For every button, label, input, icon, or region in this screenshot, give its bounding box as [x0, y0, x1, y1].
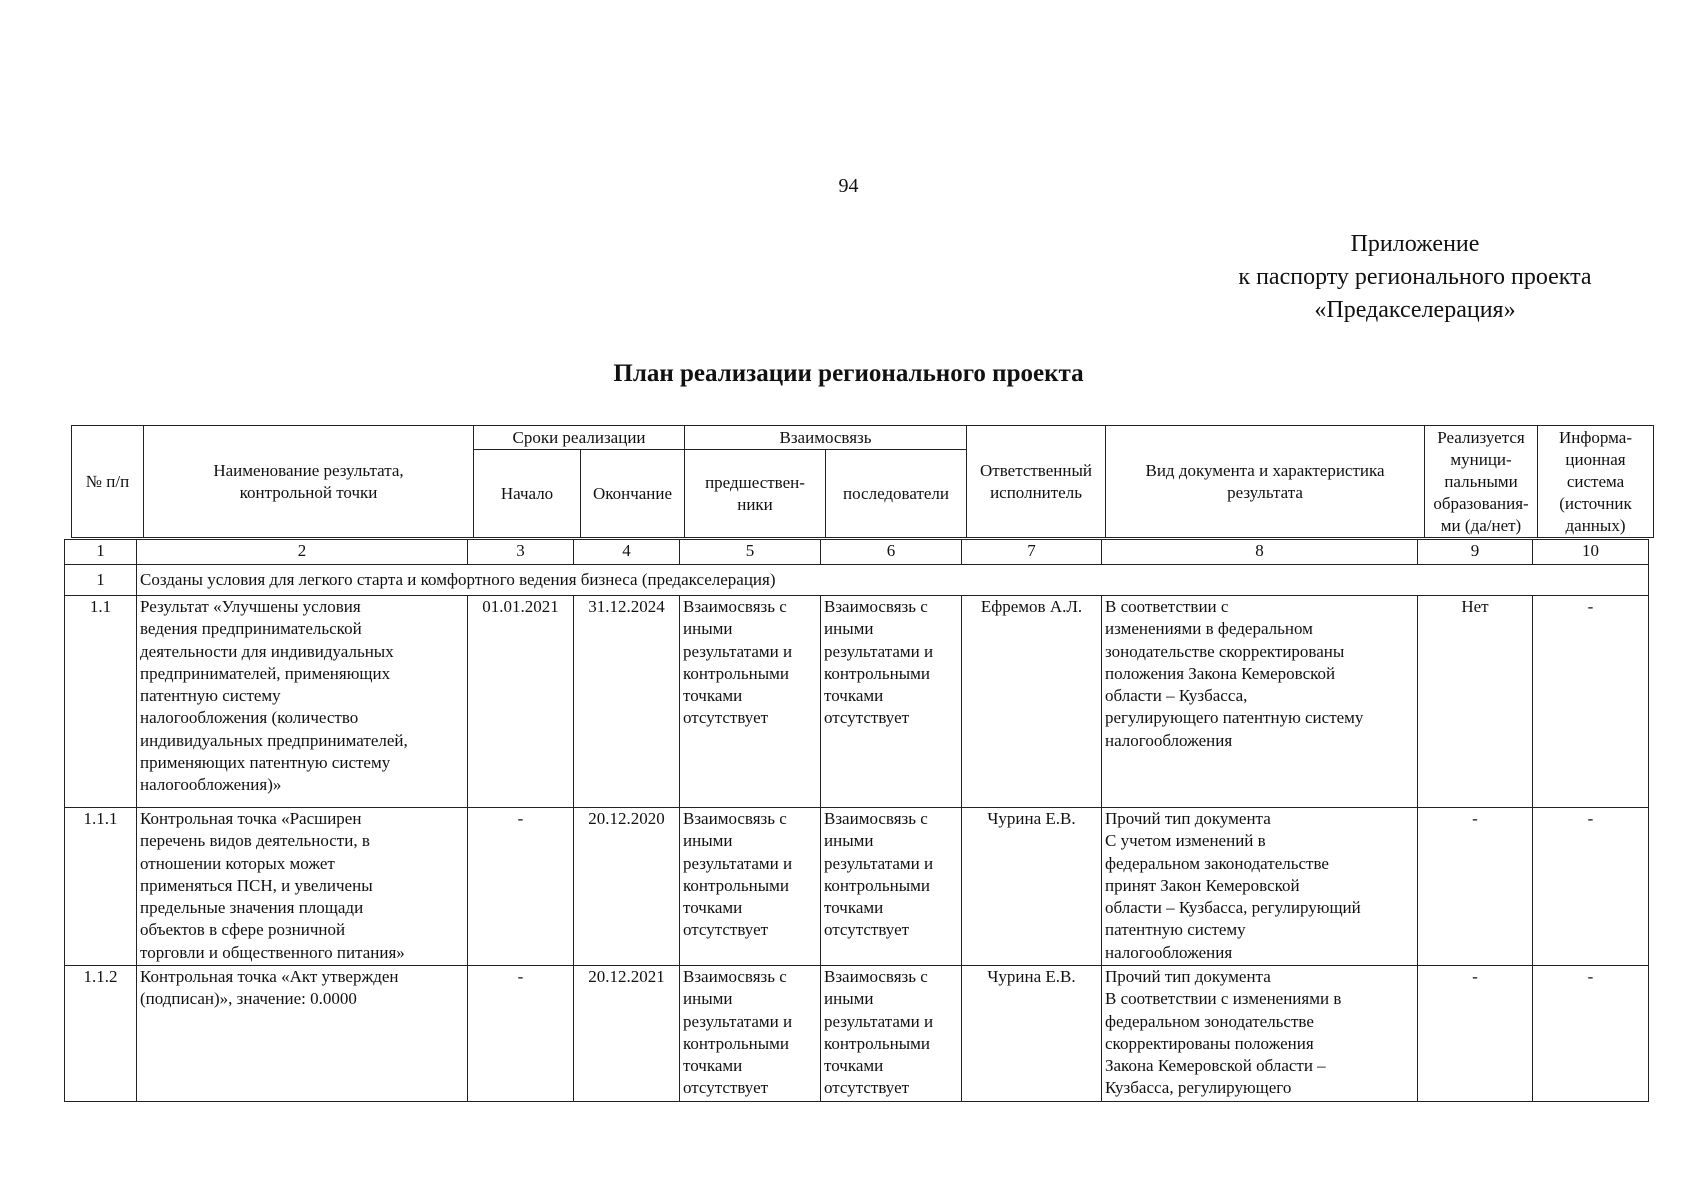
- column-number: 5: [680, 540, 821, 565]
- plan-table-header: [71, 425, 1654, 538]
- row-num: 1.1.2: [65, 966, 137, 1102]
- table-row: [65, 596, 1649, 808]
- row-info: -: [1533, 966, 1649, 1102]
- column-number: 7: [962, 540, 1102, 565]
- header-terms: Сроки реализации: [474, 426, 685, 450]
- document-title: План реализации регионального проекта: [613, 360, 1084, 387]
- section-num: 1: [65, 565, 137, 596]
- plan-table-body: [64, 539, 1649, 1102]
- header-relation: Взаимосвязь: [685, 426, 967, 450]
- column-number: 8: [1102, 540, 1418, 565]
- row-name: Контрольная точка «Акт утвержден (подписан)», значение: 0.0000: [137, 966, 468, 1102]
- row-start: 01.01.2021: [468, 596, 574, 808]
- header-responsible: Ответственный исполнитель: [967, 426, 1106, 538]
- header-followers: последователи: [826, 450, 967, 538]
- header-info-system: Информа- ционная система (источник данных): [1538, 426, 1654, 538]
- row-municipal: -: [1418, 966, 1533, 1102]
- column-number: 1: [65, 540, 137, 565]
- row-municipal: -: [1418, 808, 1533, 966]
- row-end: 20.12.2021: [574, 966, 680, 1102]
- column-number: 9: [1418, 540, 1533, 565]
- column-number: 4: [574, 540, 680, 565]
- header-predecessors: предшествен- ники: [685, 450, 826, 538]
- row-name: Контрольная точка «Расширен перечень видов деятельности, в отношении которых может применяться ПСН, и увеличены предельные значения площади объектов в сфере розничной торговли и общественного питания»: [137, 808, 468, 966]
- row-responsible: Ефремов А.Л.: [962, 596, 1102, 808]
- row-predecessors: Взаимосвязь с иными результатами и контрольными точками отсутствует: [680, 808, 821, 966]
- row-end: 20.12.2020: [574, 808, 680, 966]
- appendix-line-1: Приложение: [1350, 231, 1480, 257]
- header-start: Начало: [474, 450, 581, 538]
- row-doc: Прочий тип документа С учетом изменений в федеральном законодательстве принят Закон Кемеровской области – Кузбасса, регулирующий патентную систему налогообложения: [1102, 808, 1418, 966]
- page-number: 94: [838, 175, 859, 197]
- row-end: 31.12.2024: [574, 596, 680, 808]
- appendix-line-3: «Предакселерация»: [1314, 297, 1516, 323]
- header-num: № п/п: [72, 426, 144, 538]
- header-end: Окончание: [581, 450, 685, 538]
- row-predecessors: Взаимосвязь с иными результатами и контрольными точками отсутствует: [680, 966, 821, 1102]
- column-number-row: [65, 540, 1649, 565]
- appendix-line-2: к паспорту регионального проекта: [1238, 264, 1592, 290]
- row-responsible: Чурина Е.В.: [962, 966, 1102, 1102]
- column-number: 2: [137, 540, 468, 565]
- row-start: -: [468, 966, 574, 1102]
- row-doc: В соответствии с изменениями в федеральном зонодательстве скорректированы положения Закона Кемеровской области – Кузбасса, регулирующего патентную систему налогообложения: [1102, 596, 1418, 808]
- row-followers: Взаимосвязь с иными результатами и контрольными точками отсутствует: [821, 596, 962, 808]
- appendix-caption: [1210, 228, 1620, 327]
- row-predecessors: Взаимосвязь с иными результатами и контрольными точками отсутствует: [680, 596, 821, 808]
- column-number: 3: [468, 540, 574, 565]
- row-municipal: Нет: [1418, 596, 1533, 808]
- row-info: -: [1533, 808, 1649, 966]
- row-name: Результат «Улучшены условия ведения предпринимательской деятельности для индивидуальных предпринимателей, применяющих патентную систему налогообложения (количество индивидуальных предпринимателей, применяющих патентную систему налогообложения)»: [137, 596, 468, 808]
- row-doc: Прочий тип документа В соответствии с изменениями в федеральном зонодательстве скорректированы положения Закона Кемеровской области – Кузбасса, регулирующего: [1102, 966, 1418, 1102]
- column-number: 6: [821, 540, 962, 565]
- row-info: -: [1533, 596, 1649, 808]
- column-number: 10: [1533, 540, 1649, 565]
- table-row: [65, 808, 1649, 966]
- header-municipal: Реализуется муници- пальными образования- ми (да/нет): [1425, 426, 1538, 538]
- row-followers: Взаимосвязь с иными результатами и контрольными точками отсутствует: [821, 966, 962, 1102]
- header-name: Наименование результата, контрольной точки: [144, 426, 474, 538]
- row-followers: Взаимосвязь с иными результатами и контрольными точками отсутствует: [821, 808, 962, 966]
- section-row: [65, 565, 1649, 596]
- row-num: 1.1.1: [65, 808, 137, 966]
- table-row: [65, 966, 1649, 1102]
- section-title: Созданы условия для легкого старта и комфортного ведения бизнеса (предакселерация): [137, 565, 1649, 596]
- header-doc-type: Вид документа и характеристика результата: [1106, 426, 1425, 538]
- row-start: -: [468, 808, 574, 966]
- row-num: 1.1: [65, 596, 137, 808]
- row-responsible: Чурина Е.В.: [962, 808, 1102, 966]
